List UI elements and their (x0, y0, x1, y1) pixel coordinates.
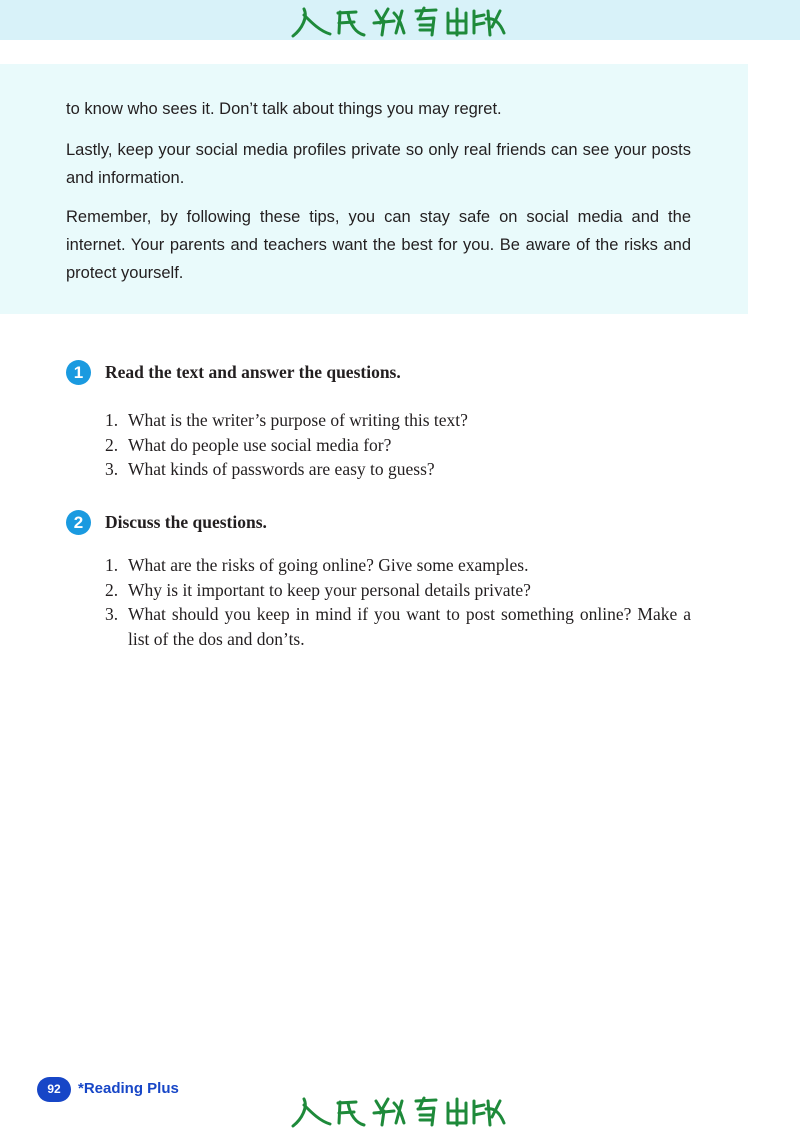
list-item (105, 602, 691, 651)
list-item (105, 433, 691, 458)
question-number: 2. (105, 434, 119, 455)
list-item (105, 553, 691, 578)
question-text: What do people use social media for? (128, 434, 392, 455)
page-number-badge: 92 (37, 1077, 71, 1102)
task-2-heading: Discuss the questions. (105, 512, 267, 532)
list-item (105, 578, 691, 603)
list-item (105, 408, 691, 433)
reading-paragraph-continued: to know who sees it. Don’t talk about things you may regret. (66, 100, 502, 118)
task-1-heading: Read the text and answer the questions. (105, 362, 401, 382)
task-2-number-badge: 2 (66, 510, 91, 535)
task-1-question-list (105, 408, 691, 482)
task-1-number-badge: 1 (66, 360, 91, 385)
question-number: 2. (105, 579, 119, 600)
question-text: What kinds of passwords are easy to guess? (128, 459, 435, 479)
task-2-question-list (105, 553, 691, 651)
question-number: 3. (105, 459, 119, 479)
reading-paragraph-lastly: Lastly, keep your social media profiles private so only real friends can see your posts and information. (66, 141, 691, 187)
question-number: 1. (105, 410, 119, 430)
question-text: What are the risks of going online? Give some examples. (128, 555, 529, 575)
publisher-logo (290, 3, 512, 39)
question-text: Why is it important to keep your personal details private? (128, 579, 531, 600)
series-label: *Reading Plus (78, 1080, 179, 1097)
question-number: 3. (105, 604, 119, 624)
list-item (105, 457, 691, 482)
question-number: 1. (105, 555, 119, 575)
question-text: What should you keep in mind if you want to post something online? Make a list of the dos and don’ts. (128, 604, 691, 649)
footer-publisher-logo (290, 1093, 512, 1129)
reading-paragraph-remember: Remember, by following these tips, you can stay safe on social media and the internet. Your parents and teachers want the best for you. Be aware of the risks and protect yourself. (66, 208, 691, 282)
question-text: What is the writer’s purpose of writing this text? (128, 410, 468, 430)
